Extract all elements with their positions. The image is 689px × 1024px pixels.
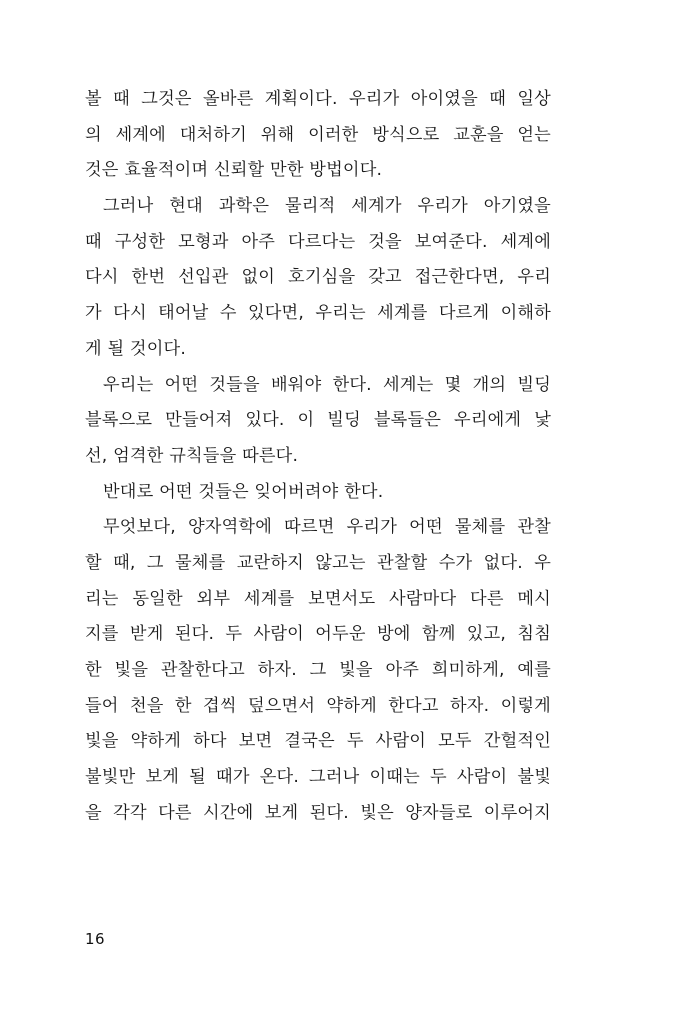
text-line: 을 각각 다른 시간에 보게 된다. 빛은 양자들로 이루어지 bbox=[85, 802, 551, 823]
text-line: 의 세계에 대처하기 위해 이러한 방식으로 교훈을 얻는 bbox=[85, 124, 551, 145]
text-line: 것은 효율적이며 신뢰할 만한 방법이다. bbox=[85, 160, 383, 181]
text-line: 한 빛을 관찰한다고 하자. 그 빛을 아주 희미하게, 예를 bbox=[85, 660, 551, 680]
paragraph-3 bbox=[85, 368, 551, 475]
text-line: 선, 엄격한 규칙들을 따른다. bbox=[85, 445, 299, 466]
text-line: 빛을 약하게 하다 보면 결국은 두 사람이 모두 간헐적인 bbox=[85, 731, 551, 752]
text-line: 그러나 현대 과학은 물리적 세계가 우리가 아기였을 bbox=[103, 196, 551, 217]
text-line: 볼 때 그것은 올바른 계획이다. 우리가 아이였을 때 일상 bbox=[85, 89, 551, 109]
text-line: 불빛만 보게 될 때가 온다. 그러나 이때는 두 사람이 불빛 bbox=[85, 767, 551, 788]
text-line: 블록으로 만들어져 있다. 이 빌딩 블록들은 우리에게 낯 bbox=[85, 410, 551, 431]
text-line: 반대로 어떤 것들은 잊어버려야 한다. bbox=[103, 481, 384, 502]
text-line: 다시 한번 선입관 없이 호기심을 갖고 접근한다면, 우리 bbox=[85, 267, 551, 288]
page-body bbox=[85, 82, 551, 831]
page-number: 16 bbox=[85, 930, 106, 948]
text-line: 들어 천을 한 겹씩 덮으면서 약하게 한다고 하자. 이렇게 bbox=[85, 695, 551, 716]
text-line: 무엇보다, 양자역학에 따르면 우리가 어떤 물체를 관찰 bbox=[103, 517, 551, 538]
text-line: 리는 동일한 외부 세계를 보면서도 사람마다 다른 메시 bbox=[85, 588, 551, 609]
text-line: 우리는 어떤 것들을 배워야 한다. 세계는 몇 개의 빌딩 bbox=[103, 374, 551, 395]
text-line: 게 될 것이다. bbox=[85, 338, 187, 359]
text-line: 가 다시 태어날 수 있다면, 우리는 세계를 다르게 이해하 bbox=[85, 303, 551, 324]
text-line: 지를 받게 된다. 두 사람이 어두운 방에 함께 있고, 침침 bbox=[85, 624, 551, 645]
text-line: 때 구성한 모형과 아주 다르다는 것을 보여준다. 세계에 bbox=[85, 231, 551, 252]
paragraph-4 bbox=[85, 475, 551, 511]
paragraph-1 bbox=[85, 82, 551, 189]
paragraph-5 bbox=[85, 510, 551, 831]
paragraph-2 bbox=[85, 189, 551, 367]
text-line: 할 때, 그 물체를 교란하지 않고는 관찰할 수가 없다. 우 bbox=[85, 552, 551, 573]
